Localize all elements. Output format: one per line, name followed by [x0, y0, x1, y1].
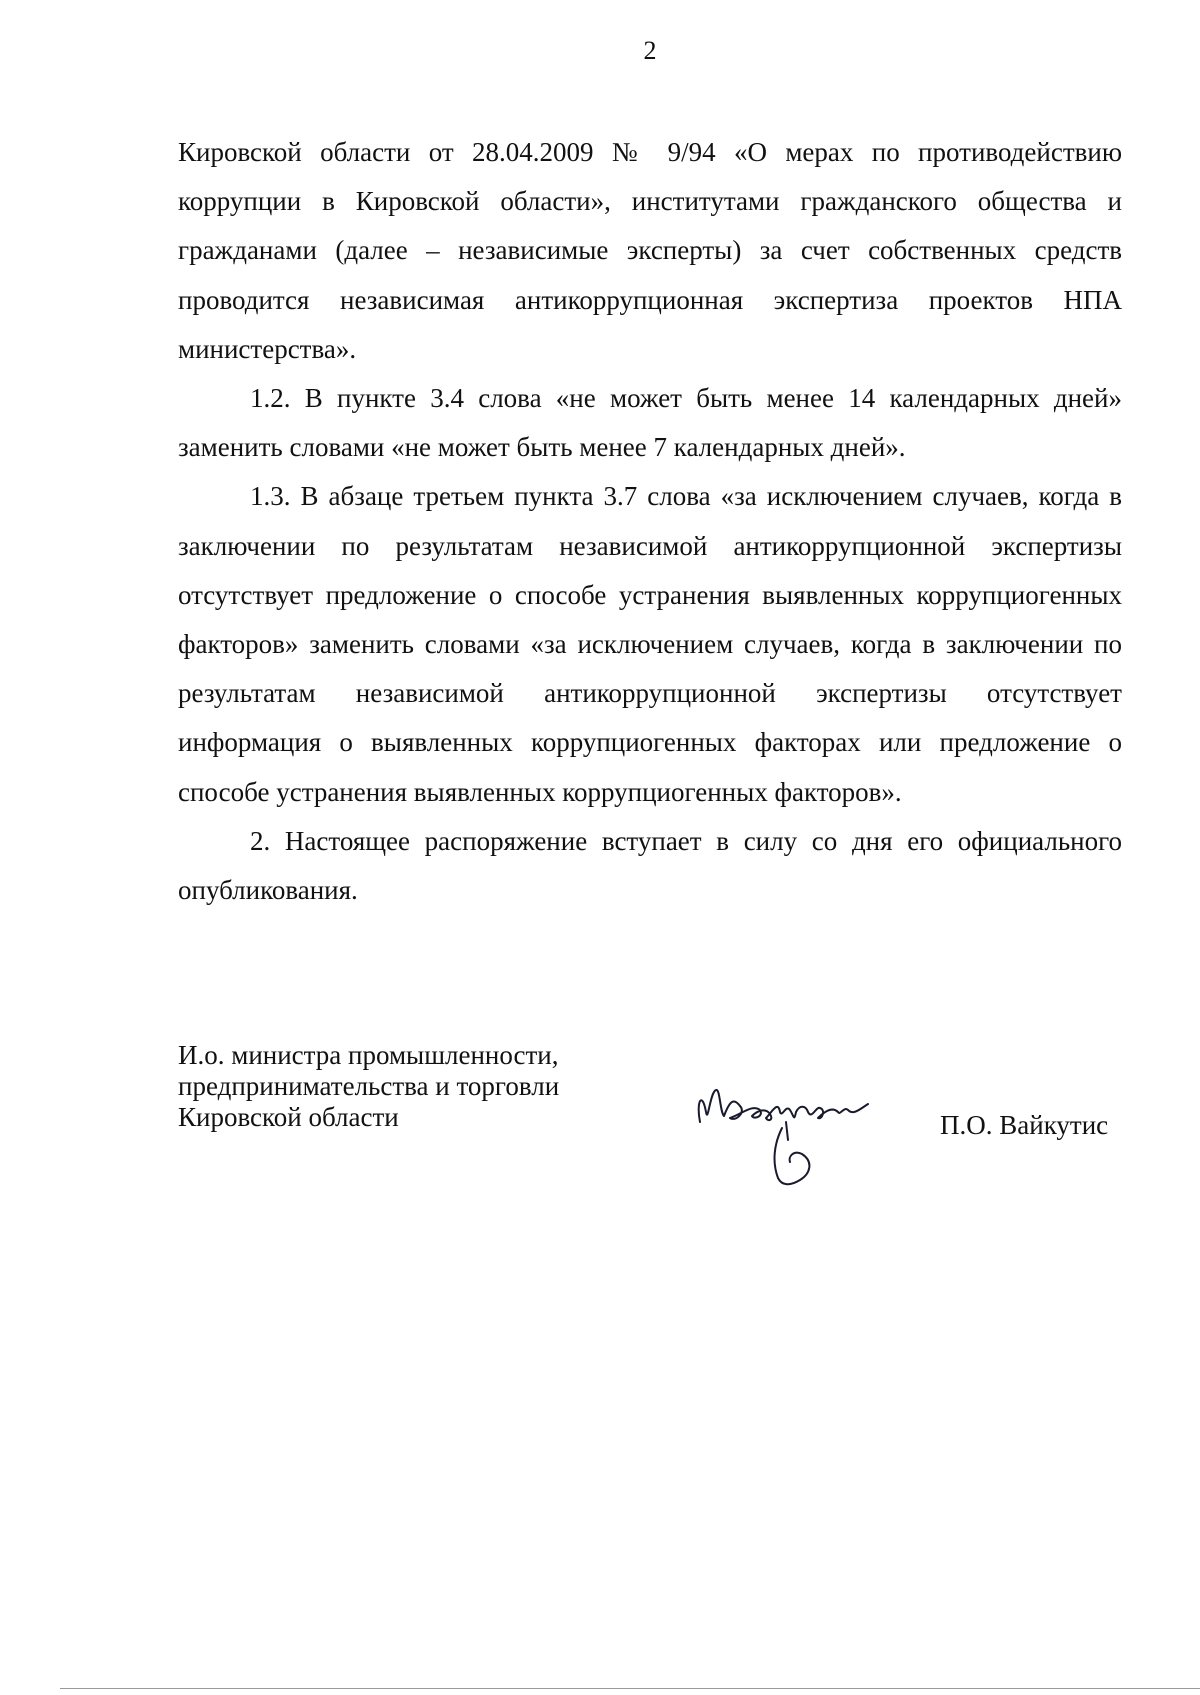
- paragraph-item-2: 2. Настоящее распоряжение вступает в силу со дня его официального опубликования.: [178, 825, 1122, 906]
- handwritten-signature: [690, 1082, 900, 1202]
- signatory-name: П.О. Вайкутис: [940, 1110, 1109, 1140]
- document-body: [178, 128, 1122, 915]
- paragraph-continuation: Кировской области от 28.04.2009 № 9/94 «О мерах по противодействию коррупции в Кировской области», институтами гражданского общества и гражданами (далее – независимые эксперты) за счет собственных средств проводится независимая антикоррупционная экспертиза проектов НПА министерства».: [178, 137, 1122, 364]
- signatory-position-line: Кировской области: [178, 1102, 399, 1132]
- signatory-position-line: предпринимательства и торговли: [178, 1071, 560, 1101]
- page-number: 2: [643, 36, 657, 65]
- signatory-position: [178, 1040, 559, 1133]
- paragraph-item-1-3: 1.3. В абзаце третьем пункта 3.7 слова «за исключением случаев, когда в заключении по результатам независимой антикоррупционной экспертизы отсутствует предложение о способе устранения выявленных коррупциогенных факторов» заменить словами «за исключением случаев, когда в заключении по результатам независимой антикоррупционной экспертизы отсутствует информация о выявленных коррупциогенных факторах или предложение о способе устранения выявленных коррупциогенных факторов».: [178, 481, 1122, 807]
- scan-edge-line: [60, 1688, 1200, 1689]
- paragraph-item-1-2: 1.2. В пункте 3.4 слова «не может быть менее 14 календарных дней» заменить словами «не может быть менее 7 календарных дней».: [178, 383, 1122, 463]
- signatory-position-line: И.о. министра промышленности,: [178, 1040, 559, 1070]
